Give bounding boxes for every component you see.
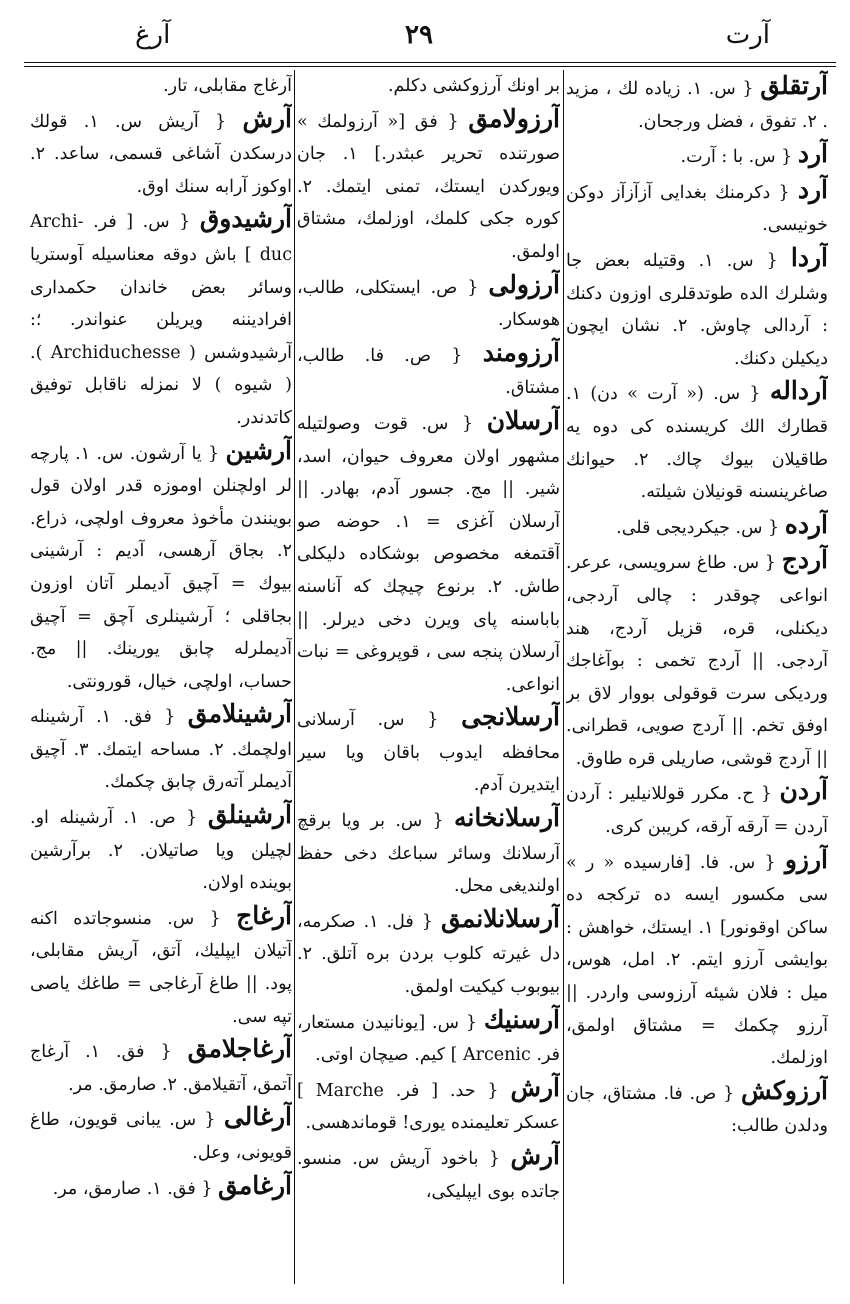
dictionary-entry: [297, 269, 560, 337]
column-left: [30, 70, 292, 1286]
entry-definition: { فق. ١. صارمق، مر.: [52, 1178, 213, 1199]
dictionary-entry: [297, 405, 560, 701]
dictionary-entry: [566, 775, 828, 843]
entry-headword: آرش: [510, 1072, 560, 1102]
entry-headword: آردج: [781, 545, 828, 575]
dictionary-entry: [30, 900, 292, 1033]
column-right: [566, 70, 828, 1286]
dictionary-entry: [566, 544, 828, 775]
dictionary-entry: [566, 375, 828, 508]
dictionary-entry: [297, 70, 560, 103]
entry-definition: { فق. ١. آرغاج آتمق، آتقيلامق. ٢. صارمق. مر.: [30, 1042, 292, 1095]
dictionary-entry: [566, 70, 828, 138]
entry-headword: آرسلانخانه: [454, 803, 560, 833]
entry-headword: آرزومند: [482, 337, 560, 367]
entry-headword: آرسلانجى: [461, 702, 560, 732]
entry-headword: آردا: [790, 242, 828, 272]
dictionary-entry: [566, 138, 828, 174]
dictionary-entry: [30, 203, 292, 434]
entry-definition: { فل. ١. صكرمه، دل غيرته كلوب بردن بره آتلق. ٢. بيوبوب كيكيت اولمق.: [297, 911, 560, 998]
entry-definition: { س. بر ويا برقچ آرسلانك وسائر سباعك دخى حفظ اولنديغى محل.: [297, 811, 560, 897]
dictionary-entry: [297, 1004, 560, 1072]
entry-definition: { ص. فا. طالب، مشتاق.: [297, 345, 560, 399]
dictionary-entry: [297, 1072, 560, 1140]
column-divider-right: [563, 70, 564, 1284]
entry-headword: آرد: [797, 174, 828, 204]
entry-headword: آرغاج: [236, 900, 292, 930]
entry-definition: { س. ١. وقتيله بعض جا وشلرك الده طوتدقلرى اوزون دكنك : آردالى چاوش. ٢. نشان ايچون ديكيلن دكنك.: [566, 250, 828, 369]
entry-definition: { س. طاغ سرويسى، عرعر. انواعى چوقدر : چالى آردجى، ديكنلى، قره، قزيل آردج، هند آردجى. || آردج تخمى : بوآغاجك ورديكى سرت قوقولى بووار لاق بر اوفق تخم. || آردج صويى، قطرانى. || آردج قوشى، صاريلى قره طاوق.: [566, 553, 828, 769]
right-guide-word: آرت: [725, 20, 770, 50]
column-middle: [297, 70, 560, 1286]
entry-definition: { حد. [ فر. Marche ] عسكر تعليمنده يورى! قوماندهسى.: [297, 1080, 560, 1134]
dictionary-entry: [297, 701, 560, 802]
entry-definition: آرغاج مقابلى، تار.: [163, 76, 292, 96]
entry-headword: آرده: [784, 509, 828, 539]
entry-definition: { يا آرشون. س. ١. پارچه لر اولچنلن اوموزه قدر اولان قول بوينندن مأخوذ معروف اولچى، ذراع. ٢. بجاق آرهسى، آديم : آرشينى بيوك = آچيق آديملر آتان اوزون بجاقلى ؛ آرشينلرى آچق = آچيق آديملرله چابق يورينك. || مج. حساب، اولچى، خيال، قورونتى.: [30, 443, 292, 692]
dictionary-entry: [30, 698, 292, 799]
entry-headword: آرزو: [784, 844, 828, 874]
dictionary-entry: [566, 242, 828, 375]
entry-headword: آرش: [242, 103, 292, 133]
entry-definition: { س. منسوجاتده اكنه آتيلان ايپليك، آتق، آريش مقابلى، پود. || طاغ آرغاجى = طاغك ياصى تپه سى.: [30, 908, 292, 1027]
entry-headword: آرتقلق: [760, 71, 828, 100]
entry-headword: آرزوكش: [741, 1075, 828, 1105]
dictionary-entry: [30, 103, 292, 204]
header-rule-bottom: [24, 66, 836, 67]
entry-headword: آرد: [797, 139, 828, 169]
page-header: [30, 12, 825, 56]
header-rule-top: [24, 62, 836, 63]
dictionary-entry: [30, 799, 292, 900]
entry-headword: آرغاجلامق: [187, 1034, 292, 1064]
page-number: ٢٩: [405, 20, 433, 50]
dictionary-entry: [566, 174, 828, 242]
entry-headword: آرسنيك: [483, 1004, 560, 1034]
dictionary-entry: [297, 802, 560, 903]
entry-headword: آرغامق: [218, 1170, 292, 1200]
entry-headword: آرش: [510, 1141, 560, 1170]
dictionary-entry: [30, 435, 292, 699]
dictionary-entry: [297, 103, 560, 269]
entry-headword: آرشيدوق: [199, 204, 292, 234]
entry-definition: { ح. مكرر قوللانيلير : آردن آردن = آرقه آرقه، كريبن كرى.: [566, 784, 828, 838]
entry-definition: { س. [يونانيدن مستعار، فر. Arcenic ] كيم. صيچان اوتى.: [297, 1012, 560, 1066]
entry-definition: { آريش س. ١. قولك درسكدن آشاغى قسمى، ساعد. ٢. اوكوز آرابه سنك اوق.: [30, 111, 292, 197]
entry-definition: { ص. ١. آرشينله او. لچيلن ويا صاتيلان. ٢. برآرشين بوينده اولان.: [30, 808, 292, 894]
dictionary-entry: [30, 1101, 292, 1169]
entry-headword: آرشينلامق: [187, 699, 292, 729]
entry-definition: { فق. ١. آرشينله اولچمك. ٢. مساحه ايتمك. ٣. آچيق آديملر آتەرق چابق چكمك.: [30, 707, 292, 793]
entry-definition: { س. (« آرت » دن) ١. قطارك الك كريسنده كى دوه يه طاقيلان بيوك چاك. ٢. حيوانك صاغرينسنه قونيلان شيلته.: [566, 384, 828, 503]
entry-definition: { ص. ايستكلى، طالب، هوسكار.: [297, 277, 560, 331]
entry-headword: آرزولى: [488, 269, 560, 299]
entry-headword: آرشين: [225, 435, 292, 465]
entry-definition: { دكرمنك بغدايى آزآزآز دوكن خونيسى.: [566, 182, 828, 236]
entry-headword: آرزولامق: [468, 103, 560, 133]
entry-headword: آرداله: [769, 376, 828, 406]
dictionary-entry: [297, 1140, 560, 1208]
entry-headword: آرسلانلانمق: [440, 903, 560, 933]
dictionary-entry: [30, 1033, 292, 1101]
entry-definition: { باخود آريش س. منسو. جاتده بوى ايپليكى،: [297, 1149, 560, 1202]
entry-definition: { س. فا. [فارسيده « ر » سى مكسور ايسه ده تركجه ده ساكن اوقونور] ١. ايستك، خواهش : بوايشى آرزو ايتم. ٢. امل، هوس، ميل : فلان شيئه آرزوسى واردر. || آرزو چكمك = مشتاق اولمق، اوزلمك.: [566, 852, 828, 1069]
column-divider-left: [294, 70, 295, 1284]
entry-definition: { فق [« آرزولمك » صورتنده تحرير عبثدر.] ١. جان ويوركدن ايستك، تمنى ايتمك. ٢. كوره جكى كلمك، اوزلمك، مشتاق اولمق.: [297, 111, 560, 262]
entry-definition: { س. با : آرت.: [680, 147, 793, 168]
entry-headword: آرشينلق: [207, 800, 292, 830]
entry-definition: { س. جيكرديجى قلى.: [616, 517, 780, 538]
left-guide-word: آرغ: [135, 20, 171, 50]
entry-definition: { ص. فا. مشتاق، جان ودلدن طالب:: [566, 1083, 828, 1137]
entry-definition: { س. آرسلانى محافظه ايدوب باقان ويا سير ايتديرن آدم.: [297, 710, 560, 796]
entry-headword: آردن: [779, 776, 828, 806]
entry-definition: { س. قوت وصولتيله مشهور اولان معروف حيوان، اسد، شير. || مج. جسور آدم، بهادر. || آرسلان آغزى = ١. حوضه صو آقتمغه مخصوص بوشكاده دليكلى طاش. ٢. برنوع چيچك كه آناسنه باباسنه پاى ويرن دخى ديرلر. || آرسلان پنجه سى ، قوپروغى = نبات انواعى.: [297, 413, 560, 695]
entry-headword: آرغالى: [223, 1102, 292, 1132]
dictionary-entry: [30, 1170, 292, 1206]
dictionary-entry: [566, 844, 828, 1075]
dictionary-entry: [30, 70, 292, 103]
entry-definition: { س. يبانى قويون، طاغ قويونى، وعل.: [30, 1110, 292, 1163]
dictionary-entry: [297, 903, 560, 1004]
dictionary-entry: [297, 337, 560, 405]
dictionary-entry: [566, 509, 828, 545]
entry-definition: بر اونك آرزوكشى دكلم.: [387, 76, 560, 96]
entry-definition: { س. ١. زياده لك ، مزيد . ٢. تفوق ، فضل ورجحان.: [566, 79, 828, 132]
entry-headword: آرسلان: [486, 405, 560, 435]
entry-definition: { س. [ فر. Archi-duc ] باش دوقه معناسيله آوستريا وسائر بعض خاندان حكمدارى افراديننه ويريلن عنواندر. ؛: آرشيدوشس ( Archiduchesse ). ( شيوه ) لا نمزله ناقابل توفيق كاتدندر.: [30, 212, 292, 428]
dictionary-entry: [566, 1075, 828, 1143]
